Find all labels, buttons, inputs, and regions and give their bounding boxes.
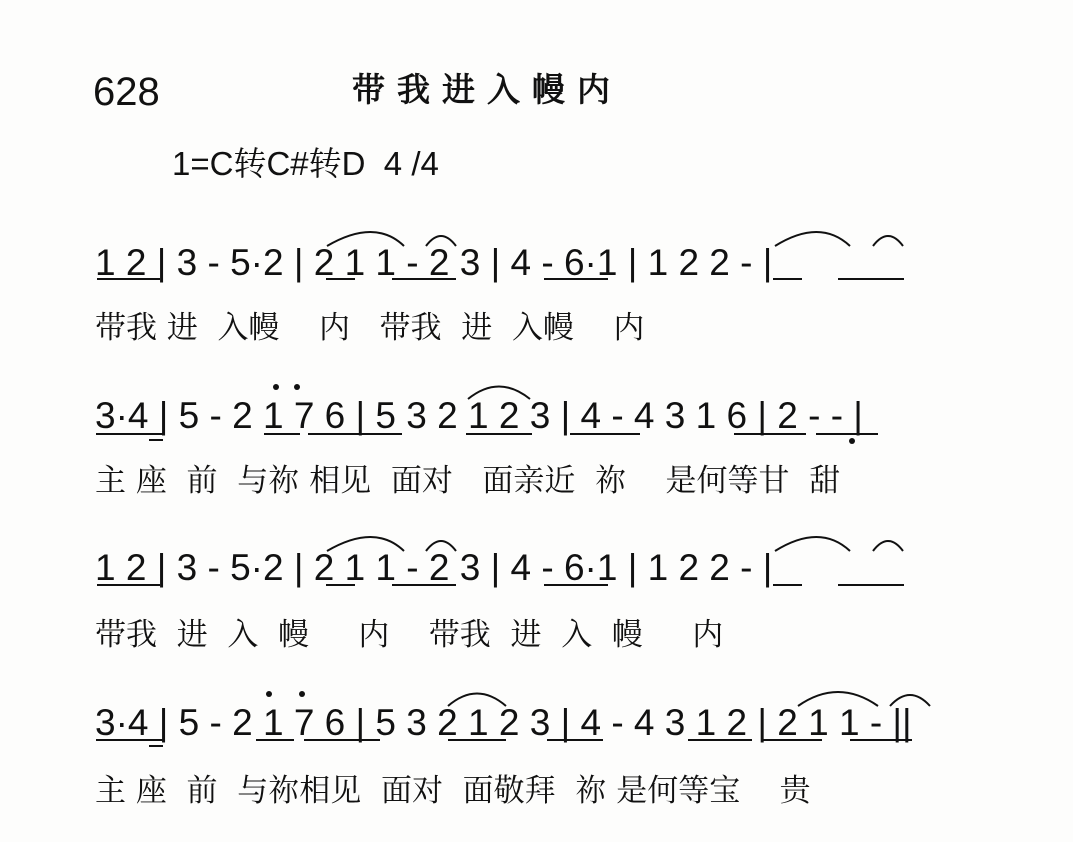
hymn-title: 带我进入幔内 [352, 70, 622, 109]
notation-line-1: 1 2 | 3 - 5·2 | 2 1 1 - 2 3 | 4 - 6·1 | 1 2 2 - | [95, 242, 773, 283]
notation-line-2: 3·4 | 5 - 2 1 7 6 | 5 3 2 1 2 3 | 4 - 4 3 1 6 | 2 - - | [95, 395, 863, 436]
key-and-time-signature: 1=C转C#转D 4 /4 [172, 145, 439, 182]
notation-line-4: 3·4 | 5 - 2 1 7 6 | 5 3 2 1 2 3 | 4 - 4 3 1 2 | 2 1 1 - || [95, 702, 912, 743]
lyrics-line-4: 主 座 前 与祢相见 面对 面敬拜 祢 是何等宝 贵 [95, 773, 811, 809]
notation-line-3: 1 2 | 3 - 5·2 | 2 1 1 - 2 3 | 4 - 6·1 | 1 2 2 - | [95, 547, 773, 588]
octave-dots-row-4 [266, 691, 305, 697]
lyrics-line-2: 主 座 前 与祢 相见 面对 面亲近 祢 是何等甘 甜 [95, 463, 841, 499]
hymn-number: 628 [93, 70, 160, 114]
lyrics-line-3: 带我 进 入 幔 内 带我 进 入 幔 内 [95, 617, 724, 653]
lyrics-line-1: 带我 进 入幔 内 带我 进 入幔 内 [95, 310, 645, 346]
